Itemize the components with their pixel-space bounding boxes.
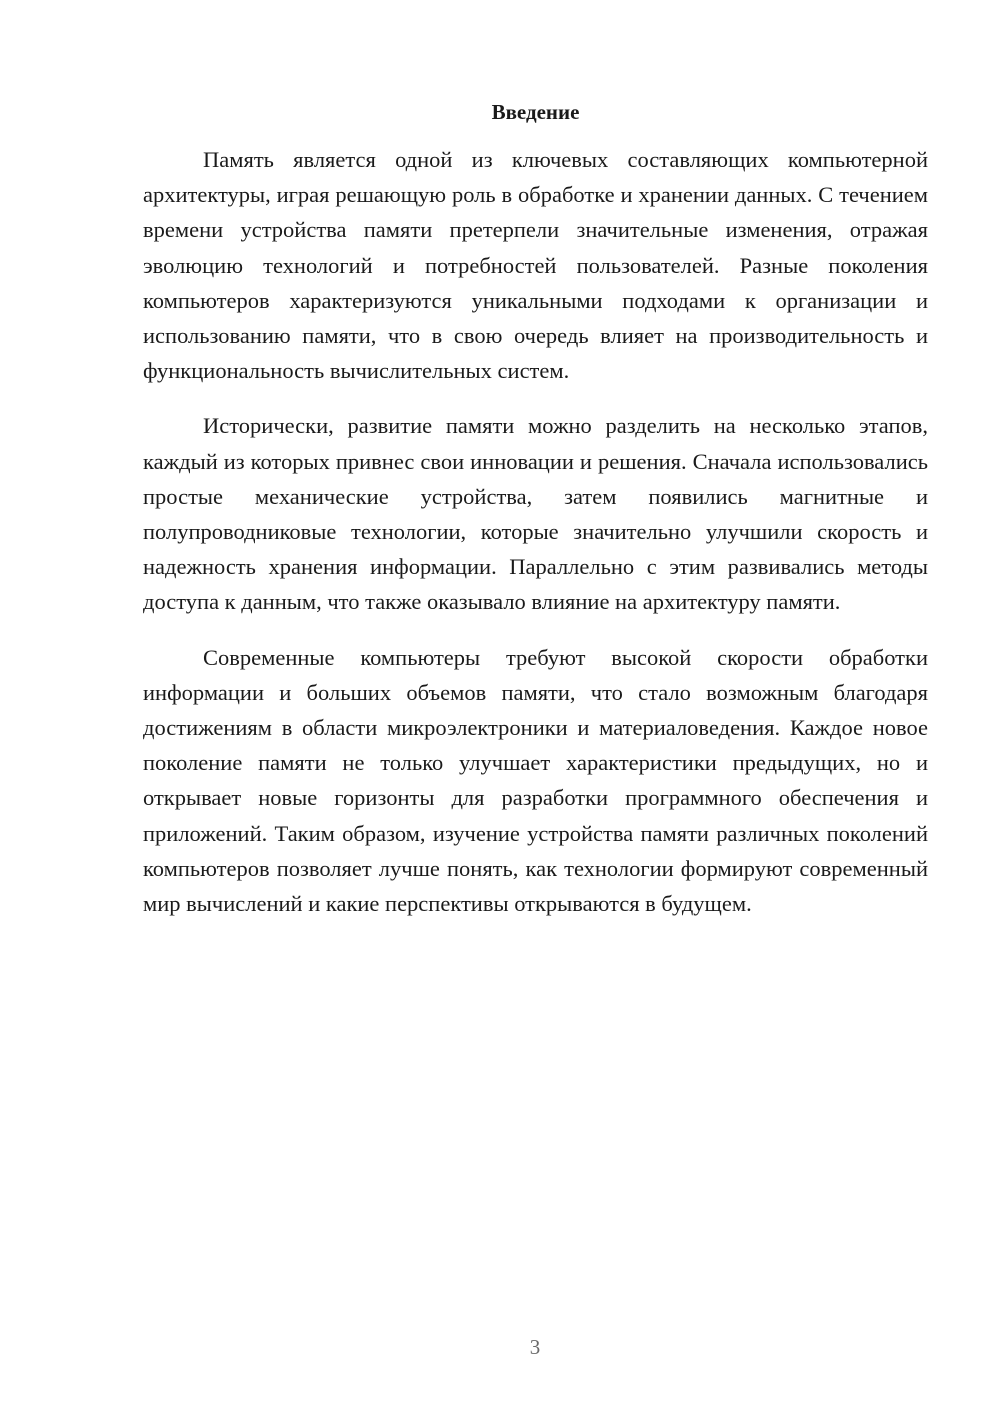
section-heading: Введение: [491, 100, 580, 124]
page-number: 3: [529, 1335, 541, 1359]
paragraph-1: Память является одной из ключевых составляющих компьютерной архитектуры, играя решающую роль в обработке и хранении данных. С течением времени устройства памяти претерпели значительные изменения, отражая эволюцию технологий и потребностей пользователей. Разные поколения компьютеров характеризуются уникальными подходами к организации и использованию памяти, что в свою очередь влияет на производительность и функциональность вычислительных систем.: [143, 147, 928, 384]
body-text: [143, 142, 928, 941]
paragraph-2: Исторически, развитие памяти можно разделить на несколько этапов, каждый из которых привнес свои инновации и решения. Сначала использовались простые механические устройства, затем появились магнитные и полупроводниковые технологии, которые значительно улучшили скорость и надежность хранения информации. Параллельно с этим развивались методы доступа к данным, что также оказывало влияние на архитектуру памяти.: [143, 413, 928, 615]
paragraph-3: Современные компьютеры требуют высокой скорости обработки информации и больших объемов памяти, что стало возможным благодаря достижениям в области микроэлектроники и материаловедения. Каждое новое поколение памяти не только улучшает характеристики предыдущих, но и открывает новые горизонты для разработки программного обеспечения и приложений. Таким образом, изучение устройства памяти различных поколений компьютеров позволяет лучше понять, как технологии формируют современный мир вычислений и какие перспективы открываются в будущем.: [143, 644, 928, 917]
